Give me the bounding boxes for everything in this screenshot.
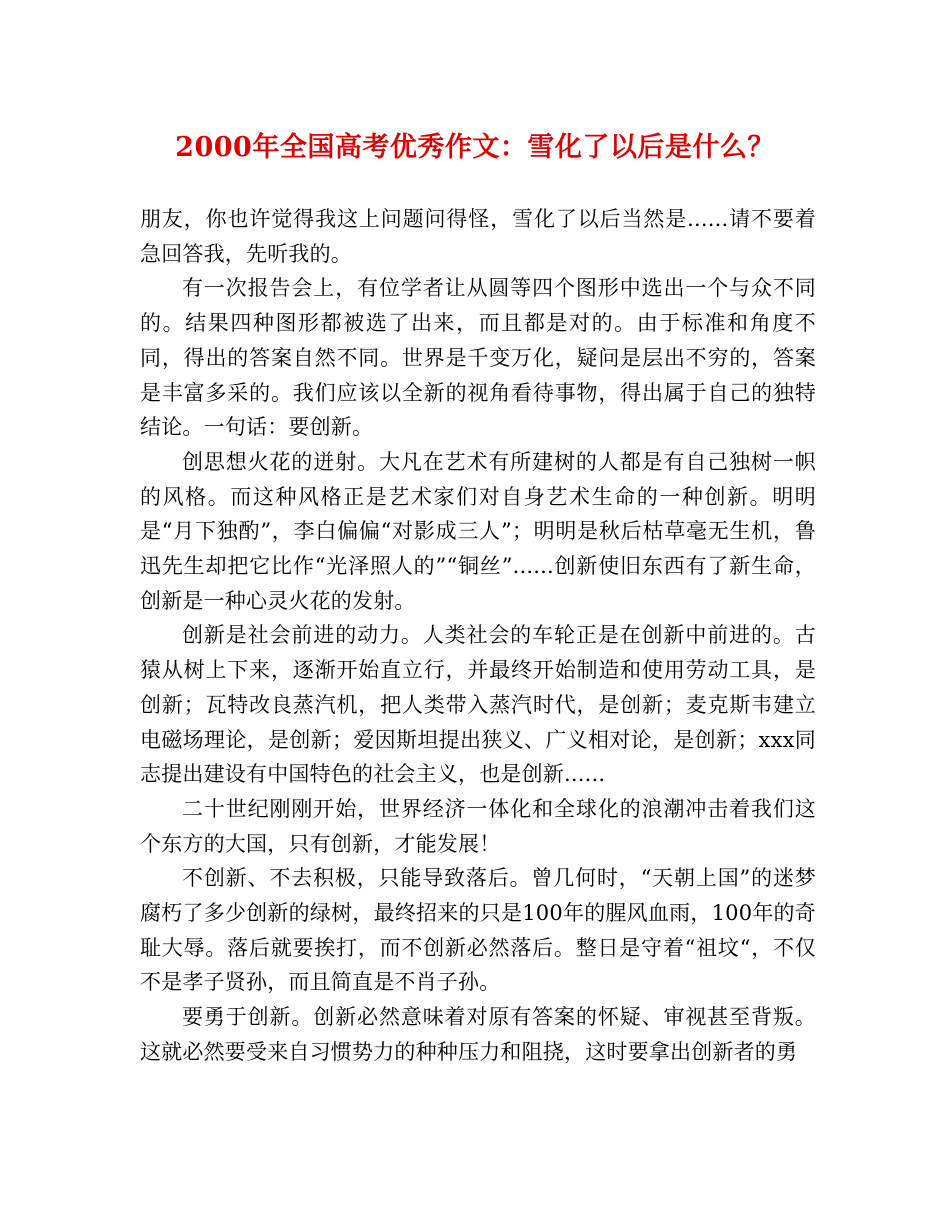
paragraph: 不创新、不去积极，只能导致落后。曾几何时，“天朝上国”的迷梦腐朽了多少创新的绿树，最终招来的只是100年的腥风血雨，100年的奇耻大辱。落后就要挨打，而不创新必然落后。整日是守着“祖坟“，不仅不是孝子贤孙，而且简直是不肖子孙。	[140, 866, 816, 995]
paragraph: 朋友，你也许觉得我这上问题问得怪，雪化了以后当然是......请不要着急回答我，先听我的。	[140, 207, 816, 266]
paragraph: 有一次报告会上，有位学者让从圆等四个图形中选出一个与众不同的。结果四种图形都被选了出来，而且都是对的。由于标准和角度不同，得出的答案自然不同。世界是千变万化，疑问是层出不穷的，答案是丰富多采的。我们应该以全新的视角看待事物，得出属于自己的独特结论。一句话：要创新。	[140, 276, 816, 440]
paragraph: 创思想火花的迸射。大凡在艺术有所建树的人都是有自己独树一帜的风格。而这种风格正是艺术家们对自身艺术生命的一种创新。明明是“月下独酌”，李白偏偏“对影成三人”；明明是秋后枯草毫无生机，鲁迅先生却把它比作“光泽照人的”“铜丝”......创新使旧东西有了新生命，创新是一种心灵火花的发射。	[140, 449, 816, 613]
document-title: 2000年全国高考优秀作文：雪化了以后是什么？	[175, 132, 775, 163]
paragraph: 创新是社会前进的动力。人类社会的车轮正是在创新中前进的。古猿从树上下来，逐渐开始直立行，并最终开始制造和使用劳动工具，是创新；瓦特改良蒸汽机，把人类带入蒸汽时代，是创新；麦克斯韦建立电磁场理论，是创新；爱因斯坦提出狭义、广义相对论，是创新；xxx同志提出建设有中国特色的社会主义，也是创新......	[140, 623, 816, 787]
document-body	[140, 202, 816, 1070]
paragraph: 要勇于创新。创新必然意味着对原有答案的怀疑、审视甚至背叛。这就必然要受来自习惯势力的种种压力和阻挠，这时要拿出创新者的勇	[140, 1005, 816, 1064]
paragraph: 二十世纪刚刚开始，世界经济一体化和全球化的浪潮冲击着我们这个东方的大国，只有创新，才能发展！	[140, 796, 816, 856]
